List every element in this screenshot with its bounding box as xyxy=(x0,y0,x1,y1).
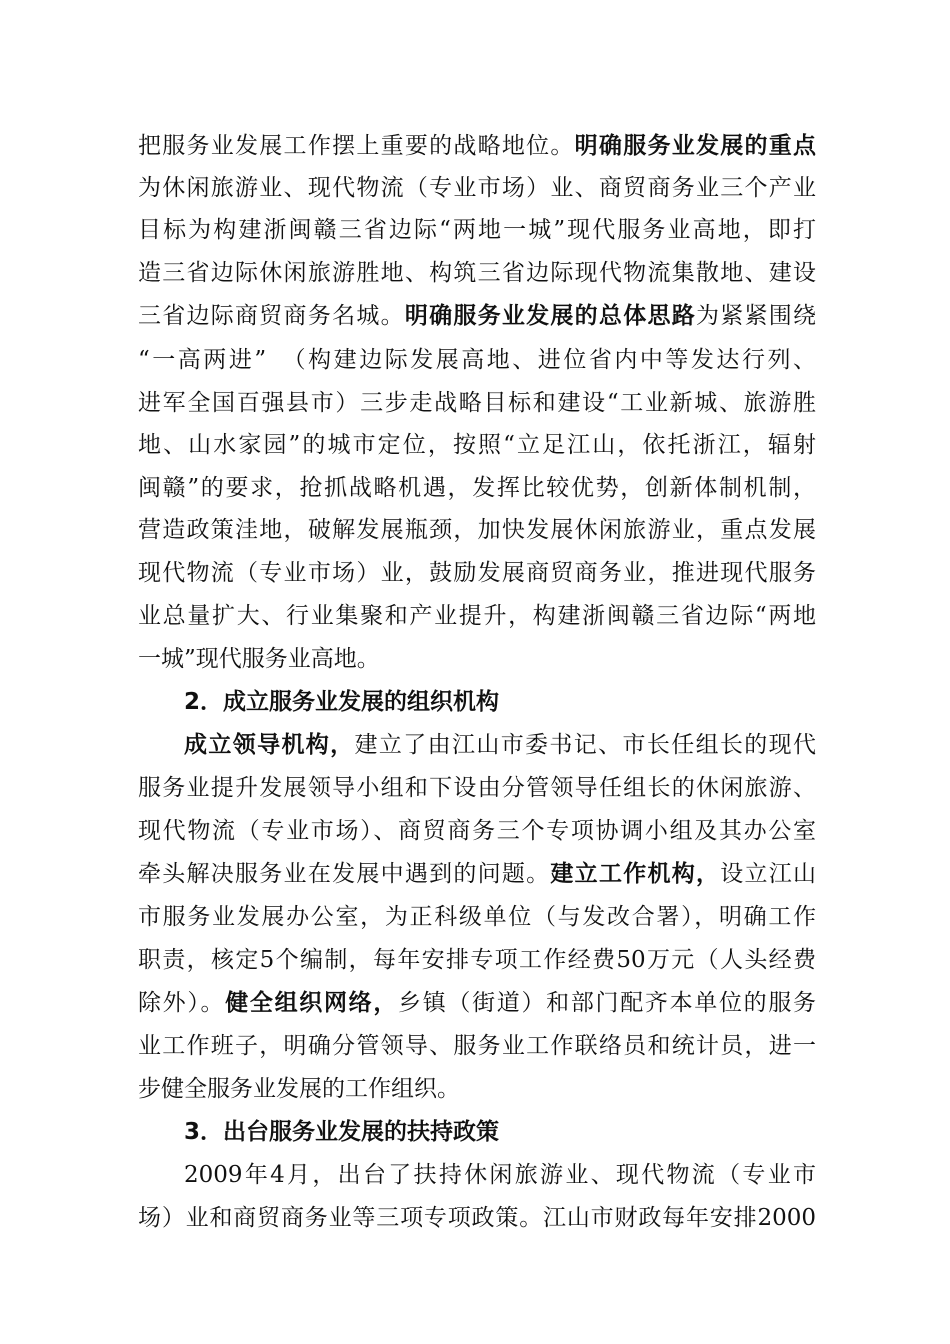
body-text: 三省边际商贸商务名城。 xyxy=(138,303,405,329)
paragraph-line xyxy=(138,126,816,166)
paragraph-line: 造三省边际休闲旅游胜地、构筑三省边际现代物流集散地、建设 xyxy=(138,260,816,286)
body-text: 为紧紧围绕 xyxy=(695,303,817,329)
paragraph-line: 一城”现代服务业高地。 xyxy=(138,646,380,672)
paragraph-line: 职责，核定5个编制，每年安排专项工作经费50万元（人头经费 xyxy=(138,947,816,973)
paragraph-line: 业工作班子，明确分管领导、服务业工作联络员和统计员，进一 xyxy=(138,1033,816,1059)
bold-phrase: 明确服务业发展的重点 xyxy=(574,133,817,159)
paragraph-line xyxy=(184,725,816,765)
paragraph-line: 营造政策洼地，破解发展瓶颈，加快发展休闲旅游业，重点发展 xyxy=(138,517,816,543)
body-text: 除外）。 xyxy=(138,990,226,1016)
bold-phrase: 明确服务业发展的总体思路 xyxy=(404,303,696,329)
paragraph-line xyxy=(138,854,816,894)
paragraph-line: 为休闲旅游业、现代物流（专业市场）业、商贸商务业三个产业 xyxy=(138,175,816,201)
paragraph-line: 2009年4月，出台了扶持休闲旅游业、现代物流（专业市 xyxy=(184,1162,816,1188)
bold-phrase: 成立领导机构， xyxy=(184,732,355,758)
paragraph-line: 业总量扩大、行业集聚和产业提升，构建浙闽赣三省边际“两地 xyxy=(138,603,816,629)
paragraph-line: 场）业和商贸商务业等三项专项政策。江山市财政每年安排2000 xyxy=(138,1205,816,1231)
paragraph-line: 现代物流（专业市场）业，鼓励发展商贸商务业，推进现代服务 xyxy=(138,560,816,586)
paragraph-line xyxy=(138,983,816,1023)
body-text: 牵头解决服务业在发展中遇到的问题。 xyxy=(138,861,551,887)
bold-phrase: 健全组织网络， xyxy=(225,990,399,1016)
paragraph-line xyxy=(138,296,816,336)
bold-phrase: 建立工作机构， xyxy=(550,861,721,887)
paragraph-line: 进军全国百强县市）三步走战略目标和建设“工业新城、旅游胜 xyxy=(138,390,816,416)
paragraph-line: 市服务业发展办公室，为正科级单位（与发改合署），明确工作 xyxy=(138,904,816,930)
body-text: 乡镇（街道）和部门配齐本单位的服务 xyxy=(398,990,817,1016)
paragraph-line: 步健全服务业发展的工作组织。 xyxy=(138,1076,460,1102)
paragraph-line: 现代物流（专业市场）、商贸商务三个专项协调小组及其办公室 xyxy=(138,818,816,844)
paragraph-line: 闽赣”的要求，抢抓战略机遇，发挥比较优势，创新体制机制， xyxy=(138,475,816,501)
body-text: 设立江山 xyxy=(720,861,817,887)
section-heading: 3．出台服务业发展的扶持政策 xyxy=(184,1119,500,1145)
section-heading: 2．成立服务业发展的组织机构 xyxy=(184,689,500,715)
paragraph-line: 目标为构建浙闽赣三省边际“两地一城”现代服务业高地，即打 xyxy=(138,217,816,243)
paragraph-line: “一高两进” （构建边际发展高地、进位省内中等发达行列、 xyxy=(138,347,816,373)
body-text: 把服务业发展工作摆上重要的战略地位。 xyxy=(138,133,575,159)
body-text: 建立了由江山市委书记、市长任组长的现代 xyxy=(354,732,817,758)
paragraph-line: 地、山水家园”的城市定位，按照“立足江山，依托浙江，辐射 xyxy=(138,432,816,458)
paragraph-line: 服务业提升发展领导小组和下设由分管领导任组长的休闲旅游、 xyxy=(138,775,816,801)
